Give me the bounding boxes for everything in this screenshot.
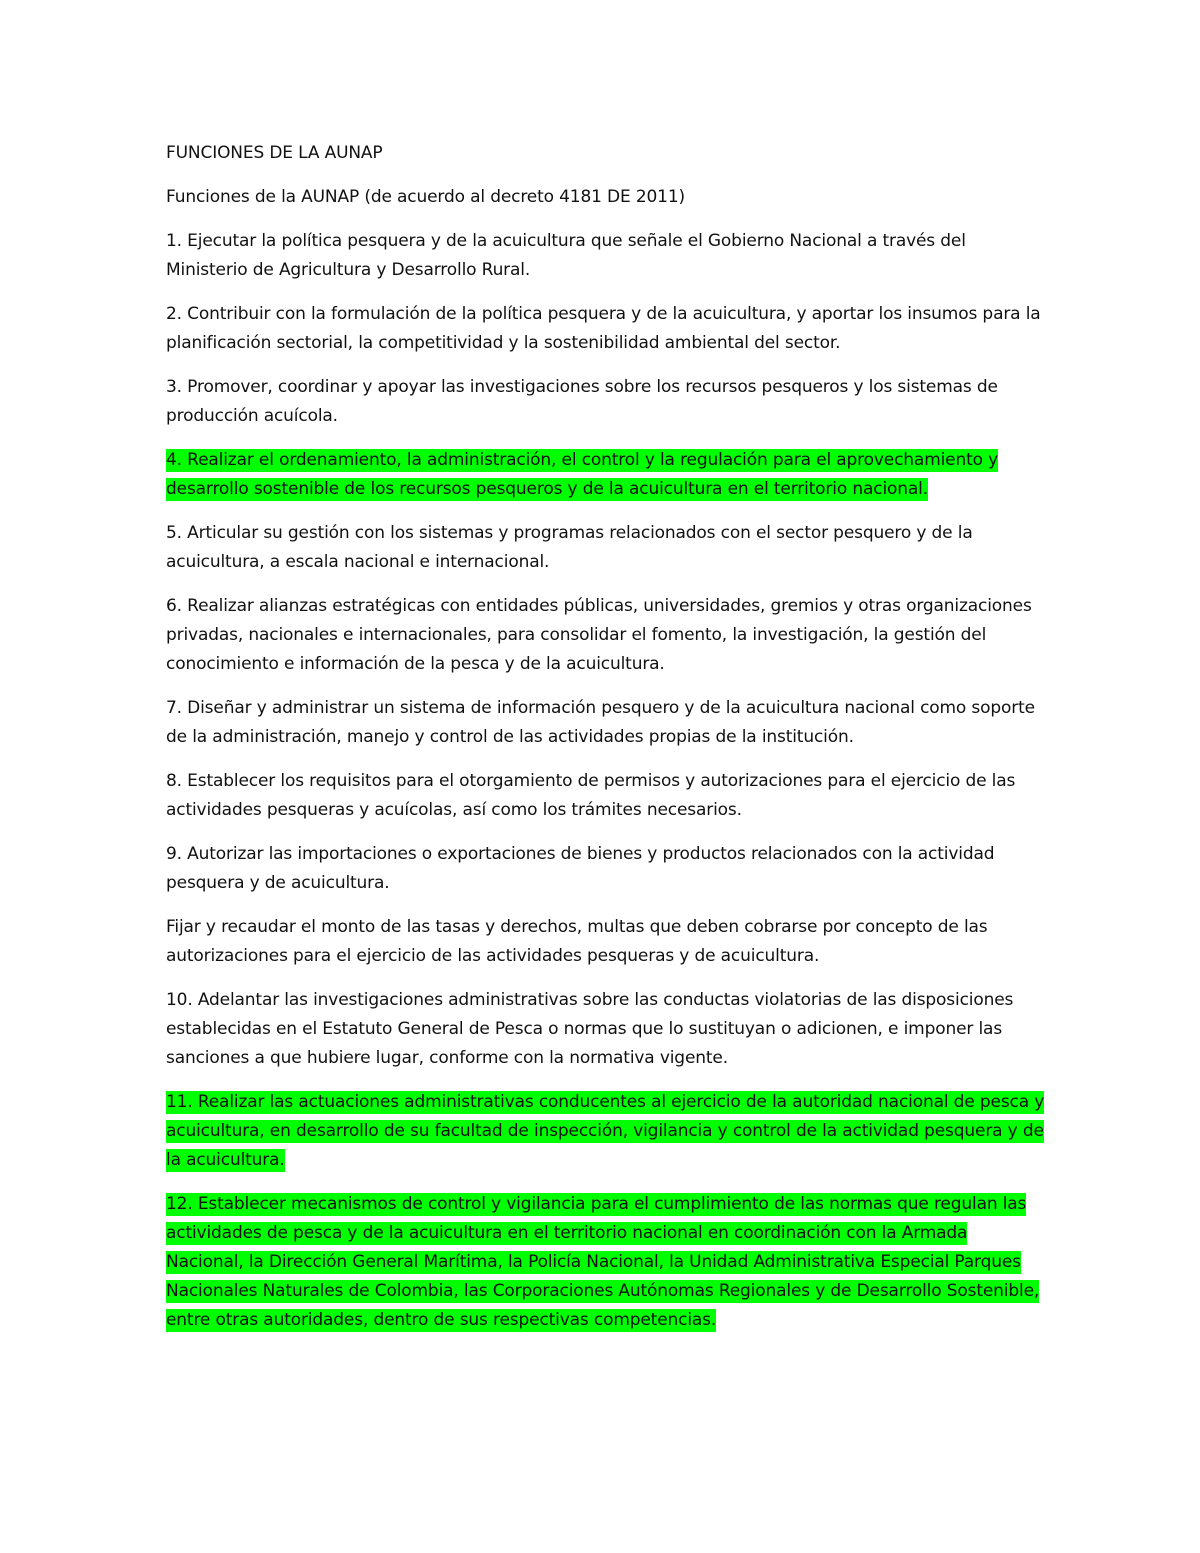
paragraph-text: 7. Diseñar y administrar un sistema de información pesquero y de la acuicultura nacional como soporte de la administración, manejo y control de las actividades propias de la institución. [166, 698, 1035, 747]
paragraph-fijar [166, 913, 1046, 971]
paragraph-text: 8. Establecer los requisitos para el otorgamiento de permisos y autorizaciones para el ejercicio de las actividades pesqueras y acuícolas, así como los trámites necesarios. [166, 771, 1016, 820]
paragraph-text: 1. Ejecutar la política pesquera y de la acuicultura que señale el Gobierno Nacional a través del Ministerio de Agricultura y Desarrollo Rural. [166, 231, 966, 280]
paragraph-text: Fijar y recaudar el monto de las tasas y derechos, multas que deben cobrarse por concepto de las autorizaciones para el ejercicio de las actividades pesqueras y de acuicultura. [166, 917, 988, 966]
paragraph-8 [166, 767, 1046, 825]
paragraph-1 [166, 227, 1046, 285]
document-body [166, 139, 1046, 1350]
paragraph-4-highlighted [166, 446, 1046, 504]
paragraph-text: 9. Autorizar las importaciones o exportaciones de bienes y productos relacionados con la actividad pesquera y de acuicultura. [166, 844, 995, 893]
paragraph-12-highlighted [166, 1190, 1046, 1335]
paragraph-10 [166, 986, 1046, 1073]
highlighted-text: 11. Realizar las actuaciones administrativas conducentes al ejercicio de la autoridad nacional de pesca y acuicultura, en desarrollo de su facultad de inspección, vigilancia y control de la actividad pesquera y de la acuicultura. [166, 1092, 1045, 1170]
highlighted-text: 12. Establecer mecanismos de control y vigilancia para el cumplimiento de las normas que regulan las actividades de pesca y de la acuicultura en el territorio nacional en coordinación con la Armada Nacional, la Dirección General Marítima, la Policía Nacional, la Unidad Administrativa Especial Parques Nacionales Naturales de Colombia, las Corporaciones Autónomas Regionales y de Desarrollo Sostenible, entre otras autoridades, dentro de sus respectivas competencias. [166, 1194, 1040, 1330]
paragraph-7 [166, 694, 1046, 752]
paragraph-9 [166, 840, 1046, 898]
highlighted-text: 4. Realizar el ordenamiento, la administración, el control y la regulación para el aprovechamiento y desarrollo sostenible de los recursos pesqueros y de la acuicultura en el territorio nacional. [166, 450, 999, 499]
paragraph-5 [166, 519, 1046, 577]
paragraph-text: 6. Realizar alianzas estratégicas con entidades públicas, universidades, gremios y otras organizaciones privadas, nacionales e internacionales, para consolidar el fomento, la investigación, la gestión del conocimiento e información de la pesca y de la acuicultura. [166, 596, 1032, 674]
paragraph-text: 5. Articular su gestión con los sistemas y programas relacionados con el sector pesquero y de la acuicultura, a escala nacional e internacional. [166, 523, 973, 572]
paragraph-6 [166, 592, 1046, 679]
paragraph-text: 2. Contribuir con la formulación de la política pesquera y de la acuicultura, y aportar los insumos para la planificación sectorial, la competitividad y la sostenibilidad ambiental del sector. [166, 304, 1041, 353]
document-title: FUNCIONES DE LA AUNAP [166, 143, 383, 163]
document-subtitle: Funciones de la AUNAP (de acuerdo al decreto 4181 DE 2011) [166, 187, 685, 207]
paragraph-11-highlighted [166, 1088, 1046, 1175]
paragraph-text: 10. Adelantar las investigaciones administrativas sobre las conductas violatorias de las disposiciones establecidas en el Estatuto General de Pesca o normas que lo sustituyan o adicionen, e imponer las sanciones a que hubiere lugar, conforme con la normativa vigente. [166, 990, 1014, 1068]
paragraph-2 [166, 300, 1046, 358]
paragraph-3 [166, 373, 1046, 431]
paragraph-text: 3. Promover, coordinar y apoyar las investigaciones sobre los recursos pesqueros y los sistemas de producción acuícola. [166, 377, 998, 426]
